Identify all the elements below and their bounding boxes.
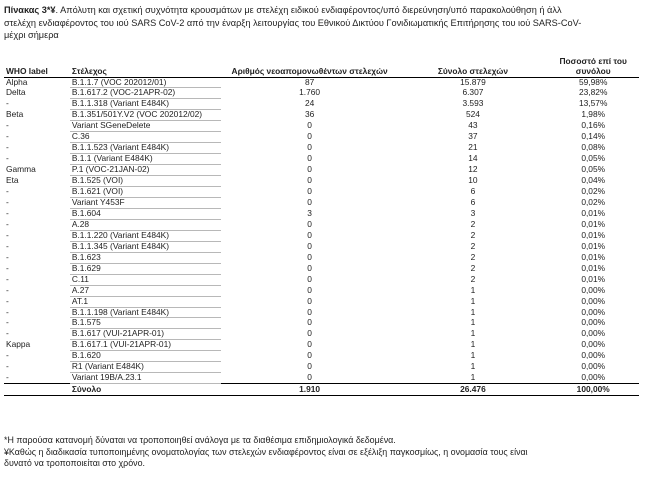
caption-line-2: στελέχη ενδιαφέροντος του ιού SARS CoV-2 από την έναρξη λειτουργίας του Εθνικού Δικτύου Γονιδιωματικής Επιτήρησης του ιού SARS-CoV- bbox=[4, 17, 582, 28]
table-row bbox=[4, 296, 639, 307]
who-label-cell: - bbox=[6, 295, 9, 306]
percentage-cell: 0,00% bbox=[581, 317, 606, 328]
table-row bbox=[4, 77, 639, 88]
percentage-cell: 0,00% bbox=[581, 361, 606, 372]
who-label-cell: - bbox=[6, 284, 9, 295]
who-label-cell: - bbox=[6, 273, 9, 284]
new-isolates-cell: 0 bbox=[307, 273, 312, 284]
strain-cell: B.1.617.1 (VUI-21APR-01) bbox=[70, 340, 221, 351]
table-number: Πίνακας 3*¥ bbox=[4, 5, 56, 15]
total-strains-cell: 2 bbox=[470, 251, 476, 262]
header-new-isolates: Αριθμός νεοαπομονωθέντων στελεχών bbox=[221, 54, 399, 77]
who-label-cell: - bbox=[6, 240, 9, 251]
who-label-cell: - bbox=[6, 317, 9, 328]
who-label-cell: - bbox=[6, 361, 9, 372]
strain-cell: B.1.621 (VOI) bbox=[70, 187, 221, 198]
footnote-star: *Η παρούσα κατανομή δύναται να τροποποιηθεί ανάλογα με τα διαθέσιμα επιδημιολογικά δεδομένα. bbox=[4, 435, 396, 445]
table-row bbox=[4, 351, 639, 362]
new-isolates-cell: 36 bbox=[304, 109, 315, 120]
who-label-cell: - bbox=[6, 229, 9, 240]
total-strains-cell: 1 bbox=[470, 306, 476, 317]
percentage-cell: 0,14% bbox=[581, 131, 606, 142]
total-strains-cell: 1 bbox=[470, 361, 476, 372]
percentage-cell: 59,98% bbox=[578, 76, 608, 87]
table-row bbox=[4, 318, 639, 329]
new-isolates-cell: 0 bbox=[307, 218, 312, 229]
total-strains-cell: 524 bbox=[465, 109, 480, 120]
strain-cell: P.1 (VOC-21JAN-02) bbox=[70, 165, 221, 176]
new-isolates-cell: 1.760 bbox=[299, 87, 321, 98]
who-label-cell: Eta bbox=[6, 175, 19, 186]
new-isolates-cell: 0 bbox=[307, 350, 312, 361]
who-label-cell: - bbox=[6, 98, 9, 109]
percentage-cell: 0,00% bbox=[581, 284, 606, 295]
table-row bbox=[4, 329, 639, 340]
table-row bbox=[4, 88, 639, 99]
percentage-cell: 0,00% bbox=[581, 328, 606, 339]
table-row bbox=[4, 340, 639, 351]
percentage-cell: 0,04% bbox=[581, 175, 606, 186]
strain-cell: B.1.629 bbox=[70, 263, 221, 274]
table-row bbox=[4, 241, 639, 252]
total-strains-cell: 10 bbox=[468, 175, 478, 186]
strain-cell: B.1.1.523 (Variant E484K) bbox=[70, 143, 221, 154]
new-isolates-cell: 0 bbox=[307, 131, 312, 142]
percentage-cell: 0,01% bbox=[581, 218, 606, 229]
strain-cell: B.1.525 (VOI) bbox=[70, 176, 221, 187]
footnote-yen-line-2: δυνατό να τροποποιείται στο χρόνο. bbox=[4, 458, 145, 469]
total-strains-cell: 37 bbox=[468, 131, 478, 142]
percentage-cell: 1,98% bbox=[581, 109, 606, 120]
strain-cell: Variant SGeneDelete bbox=[70, 121, 221, 132]
new-isolates-cell: 0 bbox=[307, 153, 312, 164]
total-strains-cell: 2 bbox=[470, 273, 476, 284]
who-label-cell: - bbox=[6, 142, 9, 153]
table-row bbox=[4, 263, 639, 274]
strain-cell: Variant 19B/A.23.1 bbox=[70, 373, 221, 384]
total-strains-cell: 3.593 bbox=[462, 98, 484, 109]
table-row bbox=[4, 143, 639, 154]
who-label-cell: - bbox=[6, 371, 9, 382]
total-strains-cell: 6 bbox=[470, 186, 476, 197]
new-isolates-cell: 0 bbox=[307, 339, 312, 350]
header-total-strains: Σύνολο στελεχών bbox=[398, 54, 547, 77]
header-strain: Στέλεχος bbox=[70, 54, 221, 77]
table-row bbox=[4, 208, 639, 219]
strain-cell: A.28 bbox=[70, 219, 221, 230]
percentage-cell: 0,00% bbox=[581, 371, 606, 382]
table-row bbox=[4, 307, 639, 318]
percentage-cell: 0,05% bbox=[581, 164, 606, 175]
new-isolates-cell: 3 bbox=[307, 207, 312, 218]
table-row bbox=[4, 219, 639, 230]
header-who-label: WHO label bbox=[4, 54, 70, 77]
new-isolates-cell: 24 bbox=[304, 98, 315, 109]
total-strains-cell: 2 bbox=[470, 218, 476, 229]
who-label-cell: - bbox=[6, 196, 9, 207]
table-row bbox=[4, 274, 639, 285]
total-strains-cell: 12 bbox=[468, 164, 478, 175]
table-row bbox=[4, 362, 639, 373]
percentage-cell: 0,00% bbox=[581, 350, 606, 361]
variants-table bbox=[4, 54, 639, 396]
strain-cell: B.1.604 bbox=[70, 208, 221, 219]
who-label-cell: - bbox=[6, 350, 9, 361]
new-isolates-cell: 0 bbox=[307, 142, 312, 153]
who-label-cell: - bbox=[6, 153, 9, 164]
who-label-cell: Kappa bbox=[6, 339, 31, 350]
total-strains-cell: 1 bbox=[470, 317, 476, 328]
table-row bbox=[4, 110, 639, 121]
who-label-cell: - bbox=[6, 131, 9, 142]
strain-cell: B.1.1 (Variant E484K) bbox=[70, 154, 221, 165]
percentage-cell: 0,01% bbox=[581, 251, 606, 262]
total-strains-cell: 1 bbox=[470, 371, 476, 382]
total-strains-cell: 2 bbox=[470, 240, 476, 251]
new-isolates-cell: 0 bbox=[307, 371, 312, 382]
percentage-cell: 0,02% bbox=[581, 196, 606, 207]
percentage-cell: 0,16% bbox=[581, 120, 606, 131]
percentage-cell: 0,02% bbox=[581, 186, 606, 197]
percentage-cell: 0,00% bbox=[581, 295, 606, 306]
strain-cell: C.36 bbox=[70, 132, 221, 143]
table-row bbox=[4, 132, 639, 143]
table-body bbox=[4, 77, 639, 384]
total-strains-cell: 2 bbox=[470, 262, 476, 273]
strain-cell: B.1.617 (VUI-21APR-01) bbox=[70, 329, 221, 340]
new-isolates-cell: 0 bbox=[307, 262, 312, 273]
table-row bbox=[4, 373, 639, 384]
new-isolates-cell: 87 bbox=[304, 76, 315, 87]
caption-line-1 bbox=[4, 4, 650, 17]
who-label-cell: Gamma bbox=[6, 164, 36, 175]
table-row bbox=[4, 176, 639, 187]
strain-cell: B.1.623 bbox=[70, 252, 221, 263]
who-label-cell: - bbox=[6, 251, 9, 262]
table-row bbox=[4, 99, 639, 110]
percentage-cell: 0,05% bbox=[581, 153, 606, 164]
total-strains-cell: 14 bbox=[468, 153, 478, 164]
table-row bbox=[4, 165, 639, 176]
percentage-cell: 13,57% bbox=[578, 98, 608, 109]
total-strains-cell: 1 bbox=[470, 295, 476, 306]
table-row bbox=[4, 285, 639, 296]
percentage-cell: 0,01% bbox=[581, 229, 606, 240]
table-row bbox=[4, 230, 639, 241]
who-label-cell: - bbox=[6, 306, 9, 317]
new-isolates-cell: 0 bbox=[307, 186, 312, 197]
strain-cell: B.1.620 bbox=[70, 351, 221, 362]
total-strains-cell: 2 bbox=[470, 229, 476, 240]
new-isolates-cell: 0 bbox=[307, 328, 312, 339]
caption-line-3: μέχρι σήμερα bbox=[4, 30, 59, 40]
new-isolates-cell: 0 bbox=[307, 164, 312, 175]
total-strains-cell: 1 bbox=[470, 284, 476, 295]
new-isolates-cell: 0 bbox=[307, 295, 312, 306]
new-isolates-cell: 0 bbox=[307, 229, 312, 240]
who-label-cell: - bbox=[6, 120, 9, 131]
new-isolates-cell: 0 bbox=[307, 317, 312, 328]
total-strains-cell: 21 bbox=[468, 142, 478, 153]
header-percentage: Ποσοστό επί του συνόλου bbox=[547, 54, 639, 77]
percentage-cell: 0,01% bbox=[581, 207, 606, 218]
footnote-yen-line-1: ¥Καθώς η διαδικασία τυποποιημένης ονοματολογίας των στελεχών ενδιαφέροντος είναι σε εξέλιξη παγκοσμίως, η ονομασία τους είναι bbox=[4, 446, 528, 457]
strain-cell: B.1.1.318 (Variant E484K) bbox=[70, 99, 221, 110]
total-row bbox=[4, 384, 639, 396]
table-row bbox=[4, 252, 639, 263]
who-label-cell: Beta bbox=[6, 109, 24, 120]
total-strains-cell: 3 bbox=[470, 207, 476, 218]
percentage-cell: 0,00% bbox=[581, 339, 606, 350]
total-strains-cell: 43 bbox=[468, 120, 478, 131]
percentage-cell: 0,00% bbox=[581, 306, 606, 317]
strain-cell: B.1.1.198 (Variant E484K) bbox=[70, 307, 221, 318]
caption-text: . Απόλυτη και σχετική συχνότητα κρουσμάτων με στελέχη ειδικού ενδιαφέροντος/υπό διερεύνηση/υπό παρακολούθηση ή άλλ bbox=[55, 5, 562, 15]
total-who-cell bbox=[4, 384, 70, 396]
who-label-cell: Alpha bbox=[6, 76, 28, 87]
new-isolates-cell: 0 bbox=[307, 284, 312, 295]
table-caption bbox=[4, 4, 650, 42]
who-label-cell: - bbox=[6, 262, 9, 273]
new-isolates-cell: 0 bbox=[307, 306, 312, 317]
total-new-isolates: 1.910 bbox=[221, 384, 399, 396]
total-strains-cell: 1 bbox=[470, 350, 476, 361]
strain-cell: AT.1 bbox=[70, 296, 221, 307]
table-row bbox=[4, 187, 639, 198]
total-strains-cell: 6 bbox=[470, 196, 476, 207]
total-label: Σύνολο bbox=[70, 384, 221, 396]
percentage-cell: 0,01% bbox=[581, 273, 606, 284]
new-isolates-cell: 0 bbox=[307, 251, 312, 262]
table-row bbox=[4, 197, 639, 208]
percentage-cell: 0,01% bbox=[581, 240, 606, 251]
who-label-cell: Delta bbox=[6, 87, 26, 98]
who-label-cell: - bbox=[6, 186, 9, 197]
table-row bbox=[4, 121, 639, 132]
who-label-cell: - bbox=[6, 207, 9, 218]
table-row bbox=[4, 154, 639, 165]
strain-cell: A.27 bbox=[70, 285, 221, 296]
strain-cell: Variant Y453F bbox=[70, 197, 221, 208]
strain-cell: B.1.617.2 (VOC-21APR-02) bbox=[70, 88, 221, 99]
percentage-cell: 0,01% bbox=[581, 262, 606, 273]
strain-cell: R1 (Variant E484K) bbox=[70, 362, 221, 373]
strain-cell: B.1.1.7 (VOC 202012/01) bbox=[70, 77, 221, 88]
new-isolates-cell: 0 bbox=[307, 361, 312, 372]
who-label-cell: - bbox=[6, 218, 9, 229]
new-isolates-cell: 0 bbox=[307, 175, 312, 186]
total-strains-cell: 15.879 bbox=[460, 76, 486, 87]
new-isolates-cell: 0 bbox=[307, 196, 312, 207]
footnotes bbox=[4, 435, 644, 470]
strain-cell: B.1.1.220 (Variant E484K) bbox=[70, 230, 221, 241]
total-strains-cell: 1 bbox=[470, 328, 476, 339]
percentage-cell: 23,82% bbox=[578, 87, 608, 98]
total-strains: 26.476 bbox=[398, 384, 547, 396]
who-label-cell: - bbox=[6, 328, 9, 339]
total-strains-cell: 6.307 bbox=[462, 87, 484, 98]
percentage-cell: 0,08% bbox=[581, 142, 606, 153]
strain-cell: B.1.575 bbox=[70, 318, 221, 329]
strain-cell: C.11 bbox=[70, 274, 221, 285]
table-header-row bbox=[4, 54, 639, 77]
new-isolates-cell: 0 bbox=[307, 240, 312, 251]
strain-cell: B.1.1.345 (Variant E484K) bbox=[70, 241, 221, 252]
total-strains-cell: 1 bbox=[470, 339, 476, 350]
new-isolates-cell: 0 bbox=[307, 120, 312, 131]
strain-cell: B.1.351/501Y.V2 (VOC 202012/02) bbox=[70, 110, 221, 121]
total-percentage: 100,00% bbox=[547, 384, 639, 396]
